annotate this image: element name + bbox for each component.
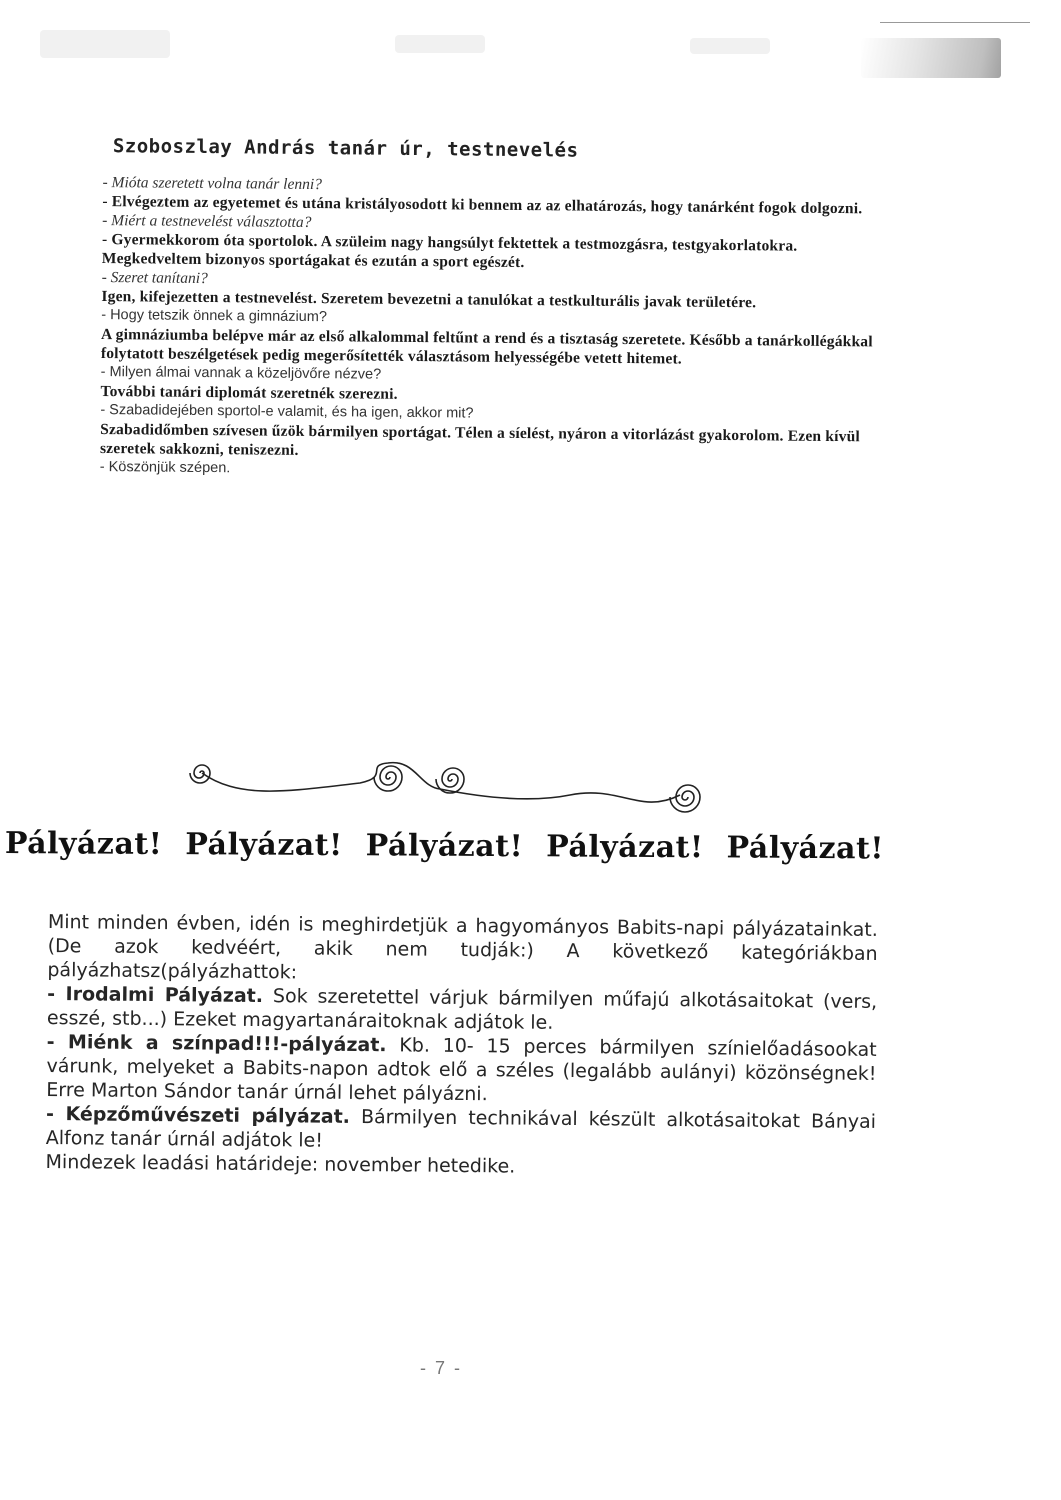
banner-word: Pályázat! <box>546 829 704 866</box>
interview-section <box>100 135 893 485</box>
contest-intro: Mint minden évben, idén is meghirdetjük a hagyományos Babits-napi pályázatainkat. (De azok kedvéért, akik nem tudják:) A következő kategóriákban pályázhatsz(pályázhattok: <box>47 910 878 984</box>
interview-question: - Hogy tetszik önnek a gimnázium? <box>101 306 327 326</box>
interview-question: - Miért a testnevelést választotta? <box>102 211 312 232</box>
interview-answer: - Elvégeztem az egyetemet és utána kristályosodott ki bennem az az elhatározás, hogy tanárként fogok dolgozni. <box>102 192 863 218</box>
banner-word: Pályázat! <box>185 827 343 864</box>
scan-smudge-left <box>40 30 170 58</box>
scan-smudge-right <box>690 38 770 54</box>
interview-answer: A gimnáziumba belépve már az első alkalommal feltűnt a rend és a tisztaság szeretete. Később a tanárkollégákkal folytatott beszélgetések pedig megerősítették választásom helyességébe vetett hitemet. <box>100 325 873 368</box>
ornament-spiral-2 <box>374 766 402 791</box>
scan-edge-line <box>880 22 1030 23</box>
spiral-ornament <box>170 745 710 830</box>
interview-question: - Szeret tanítani? <box>101 268 208 288</box>
banner-word: Pályázat! <box>4 826 163 862</box>
fine-arts-title: - Képzőművészeti pályázat. <box>45 1102 351 1128</box>
contest-item-literature <box>47 982 877 1038</box>
ornament-spiral-1 <box>190 765 210 783</box>
interview-answer: További tanári diplomát szeretnék szerezni. <box>100 382 398 403</box>
contest-section <box>45 910 877 1182</box>
contest-item-stage <box>46 1030 877 1110</box>
interview-answer: Igen, kifejezetten a testnevelést. Szeretem bevezetni a tanulókat a testkulturális javak területére. <box>101 287 757 312</box>
literature-title: - Irodalmi Pályázat. <box>47 982 264 1008</box>
interview-lines <box>100 173 893 485</box>
stage-title: - Miénk a színpad!!!-pályázat. <box>46 1030 387 1057</box>
interview-question: - Köszönjük szépen. <box>99 458 231 477</box>
interview-question: - Milyen álmai vannak a közeljövőre nézve? <box>100 363 382 383</box>
page-number: - 7 - <box>420 1358 463 1378</box>
scan-corner-shadow <box>861 38 1001 78</box>
ornament-wave <box>202 763 680 802</box>
interview-question: - Mióta szeretett volna tanár lenni? <box>102 173 323 194</box>
stage-text: Kb. 10- 15 perces bármilyen színielőadásookat várunk, melyeket a Babits-napon adtok elő a széles (legalább aulányi) közönségnek! Erre Marton Sándor tanár úrnál lehet pályázni. <box>46 1034 877 1106</box>
interview-answer: Szabadidőmben szívesen űzök bármilyen sportágat. Télen a síelést, nyáron a vitorlázást gyakorolom. Ezen kívül szeretek sakkozni, teniszezni. <box>99 420 861 459</box>
contest-banner <box>5 826 1005 867</box>
banner-word: Pályázat! <box>365 828 524 865</box>
contest-deadline: Mindezek leadási határideje: november hetedike. <box>45 1150 516 1178</box>
ornament-spiral-4 <box>670 785 700 812</box>
literature-text: Sok szeretettel várjuk bármilyen műfajú alkotásaitokat (vers, esszé, stb...) Ezeket magyartanáraitoknak adjátok le. <box>46 985 878 1034</box>
contest-item-fine-arts <box>46 1102 876 1158</box>
interview-answer: - Gyermekkorom óta sportolok. A szüleim nagy hangsúlyt fektettek a testmozgásra, testgyakorlatokra. Megkedveltem bizonyos sportágakat és ezután a sport egészét. <box>101 230 798 272</box>
ornament-spiral-3 <box>436 768 464 793</box>
banner-word: Pályázat! <box>726 830 885 867</box>
fine-arts-text: Bármilyen technikával készült alkotásaitokat Bányai Alfonz tanár úrnál adjátok le! <box>45 1106 877 1152</box>
interview-title: Szoboszlay András tanár úr, testnevelés <box>112 135 579 162</box>
interview-question: - Szabadidejében sportol-e valamit, és ha igen, akkor mit? <box>100 401 474 422</box>
scan-smudge-middle <box>395 35 485 53</box>
